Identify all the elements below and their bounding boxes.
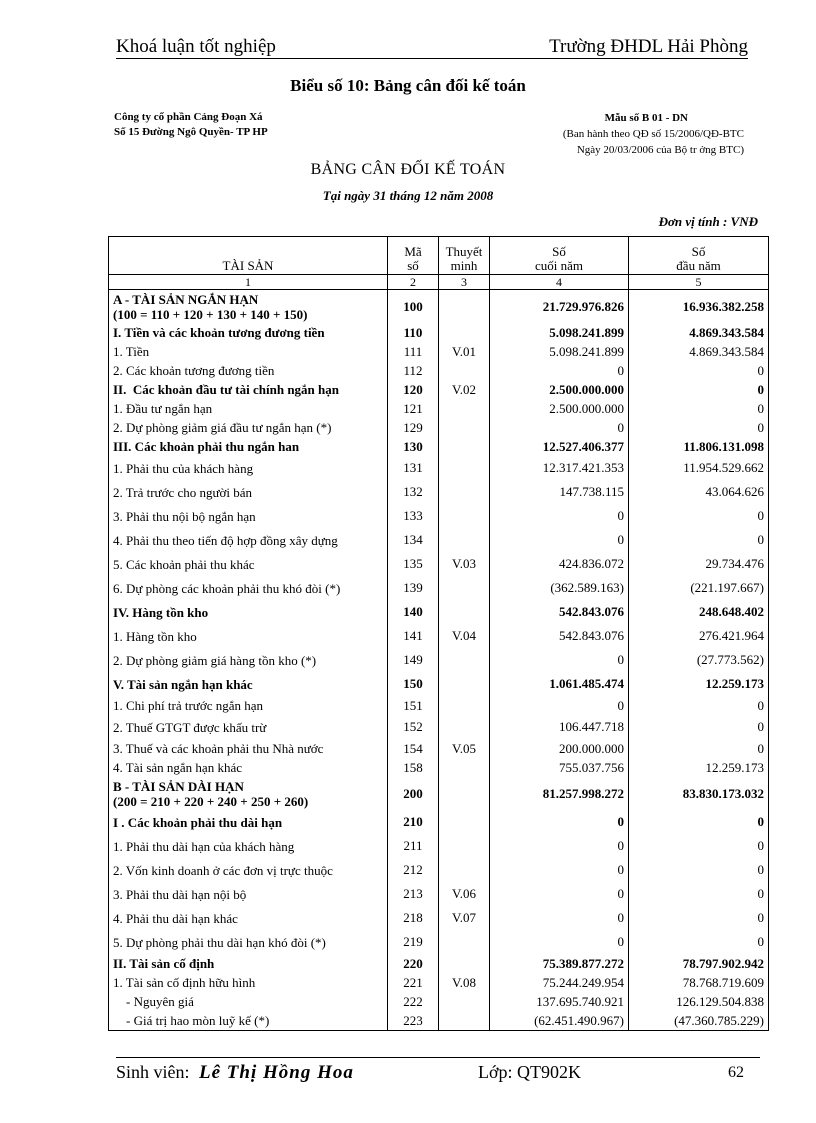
row-code: 121: [388, 399, 439, 418]
row-note: [439, 648, 490, 672]
row-note: [439, 715, 490, 739]
table-row: [109, 380, 769, 399]
row-name: 1. Chi phí trả trước ngắn hạn: [109, 696, 388, 715]
row-name: A - TÀI SẢN NGẮN HẠN (100 = 110 + 120 + 130 + 140 + 150): [109, 290, 388, 324]
row-end-value: 0: [490, 810, 629, 834]
row-code: 112: [388, 361, 439, 380]
row-end-value: 0: [490, 696, 629, 715]
row-code: 210: [388, 810, 439, 834]
row-end-value: 1.061.485.474: [490, 672, 629, 696]
row-note: V.01: [439, 342, 490, 361]
row-code: 149: [388, 648, 439, 672]
row-name: I . Các khoản phải thu dài hạn: [109, 810, 388, 834]
row-end-value: 424.836.072: [490, 552, 629, 576]
row-code: 133: [388, 504, 439, 528]
form-issued-line1: (Ban hành theo QĐ số 15/2006/QĐ-BTC: [562, 128, 744, 140]
row-name: 2. Dự phòng giảm giá đầu tư ngắn hạn (*): [109, 418, 388, 437]
row-name: 2. Thuế GTGT được khấu trừ: [109, 715, 388, 739]
row-note: [439, 810, 490, 834]
figure-title: Biểu số 10: Bảng cân đối kế toán: [290, 76, 526, 95]
row-name: IV. Hàng tồn kho: [109, 600, 388, 624]
row-code: 139: [388, 576, 439, 600]
row-end-value: 12.527.406.377: [490, 437, 629, 456]
row-note: [439, 992, 490, 1011]
currency-unit: Đơn vị tính : VNĐ: [658, 214, 758, 229]
footer-divider: [116, 1057, 760, 1058]
row-name: II. Tài sản cố định: [109, 954, 388, 973]
header-beginning-of-year: Số đầu năm: [629, 237, 769, 275]
row-code: 154: [388, 739, 439, 758]
row-name: 1. Phải thu dài hạn của khách hàng: [109, 834, 388, 858]
table-row: [109, 882, 769, 906]
row-begin-value: 0: [629, 696, 769, 715]
row-note: [439, 576, 490, 600]
row-code: 100: [388, 290, 439, 324]
row-note: [439, 930, 490, 954]
table-header-row: [109, 237, 769, 275]
row-begin-value: 78.768.719.609: [629, 973, 769, 992]
university-label: Trường ĐHDL Hải Phòng: [549, 36, 748, 57]
table-row: [109, 715, 769, 739]
row-note: [439, 600, 490, 624]
row-name: 4. Phải thu dài hạn khác: [109, 906, 388, 930]
column-number: 1: [109, 275, 388, 290]
header-end-of-year: Số cuối năm: [490, 237, 629, 275]
row-code: 221: [388, 973, 439, 992]
table-row: [109, 906, 769, 930]
row-begin-value: 0: [629, 930, 769, 954]
company-address: Số 15 Đường Ngô Quyền- TP HP: [114, 126, 268, 138]
row-code: 219: [388, 930, 439, 954]
row-code: 132: [388, 480, 439, 504]
row-begin-value: 0: [629, 739, 769, 758]
table-row: [109, 290, 769, 324]
row-begin-value: 16.936.382.258: [629, 290, 769, 324]
row-end-value: 755.037.756: [490, 758, 629, 777]
row-begin-value: 126.129.504.838: [629, 992, 769, 1011]
row-note: [439, 672, 490, 696]
row-end-value: 5.098.241.899: [490, 342, 629, 361]
row-code: 211: [388, 834, 439, 858]
row-note: [439, 1011, 490, 1031]
row-name: 1. Đầu tư ngắn hạn: [109, 399, 388, 418]
row-name: 1. Tài sản cố định hữu hình: [109, 973, 388, 992]
row-begin-value: (27.773.562): [629, 648, 769, 672]
table-row: [109, 777, 769, 810]
row-end-value: 0: [490, 930, 629, 954]
row-code: 213: [388, 882, 439, 906]
header-code: Mã số: [388, 237, 439, 275]
column-number: 2: [388, 275, 439, 290]
row-end-value: 0: [490, 418, 629, 437]
header-asset: TÀI SẢN: [109, 237, 388, 275]
row-note: V.07: [439, 906, 490, 930]
row-name: 1. Phải thu của khách hàng: [109, 456, 388, 480]
table-row: [109, 399, 769, 418]
company-info: [114, 110, 268, 140]
row-begin-value: 0: [629, 810, 769, 834]
row-name: 1. Tiền: [109, 342, 388, 361]
row-note: [439, 504, 490, 528]
table-row: [109, 930, 769, 954]
row-begin-value: 0: [629, 504, 769, 528]
row-name: 2. Các khoản tương đương tiền: [109, 361, 388, 380]
row-end-value: 147.738.115: [490, 480, 629, 504]
table-row: [109, 504, 769, 528]
row-end-value: 0: [490, 504, 629, 528]
row-note: [439, 456, 490, 480]
row-note: [439, 399, 490, 418]
row-code: 141: [388, 624, 439, 648]
row-begin-value: 0: [629, 528, 769, 552]
form-code: Mẫu số B 01 - DN: [604, 112, 688, 124]
column-number-row: [109, 275, 769, 290]
row-code: 158: [388, 758, 439, 777]
row-end-value: 0: [490, 648, 629, 672]
row-note: [439, 834, 490, 858]
row-begin-value: 0: [629, 418, 769, 437]
row-code: 130: [388, 437, 439, 456]
page-number: 62: [728, 1064, 744, 1081]
row-note: V.06: [439, 882, 490, 906]
table-row: [109, 810, 769, 834]
row-note: [439, 437, 490, 456]
row-end-value: 75.244.249.954: [490, 973, 629, 992]
row-end-value: 5.098.241.899: [490, 323, 629, 342]
row-end-value: 0: [490, 906, 629, 930]
column-number: 5: [629, 275, 769, 290]
row-name: I. Tiền và các khoản tương đương tiền: [109, 323, 388, 342]
row-end-value: 0: [490, 858, 629, 882]
row-name: 4. Phải thu theo tiến độ hợp đồng xây dựng: [109, 528, 388, 552]
form-issued-line2: Ngày 20/03/2006 của Bộ tr ởng BTC): [576, 144, 744, 156]
row-code: 150: [388, 672, 439, 696]
document-title: BẢNG CÂN ĐỐI KẾ TOÁN: [310, 161, 506, 178]
row-begin-value: 0: [629, 399, 769, 418]
row-begin-value: 78.797.902.942: [629, 954, 769, 973]
row-name: III. Các khoản phải thu ngắn han: [109, 437, 388, 456]
thesis-label: Khoá luận tốt nghiệp: [116, 36, 276, 57]
row-code: 212: [388, 858, 439, 882]
row-begin-value: 29.734.476: [629, 552, 769, 576]
row-code: 220: [388, 954, 439, 973]
row-code: 111: [388, 342, 439, 361]
row-end-value: 2.500.000.000: [490, 380, 629, 399]
document-date: Tại ngày 31 tháng 12 năm 2008: [322, 188, 494, 203]
row-name: 5. Các khoản phải thu khác: [109, 552, 388, 576]
column-number: 3: [439, 275, 490, 290]
row-code: 120: [388, 380, 439, 399]
row-code: 151: [388, 696, 439, 715]
row-name: 1. Hàng tồn kho: [109, 624, 388, 648]
row-end-value: 137.695.740.921: [490, 992, 629, 1011]
balance-sheet-table: [108, 236, 769, 1031]
row-name: 3. Phải thu dài hạn nội bộ: [109, 882, 388, 906]
table-row: [109, 954, 769, 973]
table-row: [109, 437, 769, 456]
row-name: B - TÀI SẢN DÀI HẠN (200 = 210 + 220 + 240 + 250 + 260): [109, 777, 388, 810]
column-number: 4: [490, 275, 629, 290]
row-note: [439, 758, 490, 777]
row-code: 131: [388, 456, 439, 480]
row-begin-value: 11.806.131.098: [629, 437, 769, 456]
row-name: 3. Thuế và các khoản phải thu Nhà nước: [109, 739, 388, 758]
table-row: [109, 648, 769, 672]
row-begin-value: 4.869.343.584: [629, 323, 769, 342]
row-begin-value: 0: [629, 380, 769, 399]
row-name: 2. Dự phòng giảm giá hàng tồn kho (*): [109, 648, 388, 672]
row-end-value: 0: [490, 882, 629, 906]
row-code: 152: [388, 715, 439, 739]
header-note: Thuyết minh: [439, 237, 490, 275]
row-begin-value: 4.869.343.584: [629, 342, 769, 361]
row-note: [439, 696, 490, 715]
row-code: 134: [388, 528, 439, 552]
row-end-value: 0: [490, 528, 629, 552]
student-label: Sinh viên:: [116, 1062, 190, 1082]
table-row: [109, 992, 769, 1011]
row-note: V.05: [439, 739, 490, 758]
row-begin-value: (47.360.785.229): [629, 1011, 769, 1031]
table-row: [109, 552, 769, 576]
row-note: [439, 528, 490, 552]
table-row: [109, 973, 769, 992]
row-name: - Giá trị hao mòn luỹ kế (*): [109, 1011, 388, 1031]
table-row: [109, 480, 769, 504]
row-code: 110: [388, 323, 439, 342]
table-row: [109, 739, 769, 758]
table-row: [109, 342, 769, 361]
row-code: 129: [388, 418, 439, 437]
row-begin-value: 0: [629, 858, 769, 882]
table-row: [109, 858, 769, 882]
row-begin-value: 0: [629, 882, 769, 906]
row-name: V. Tài sản ngắn hạn khác: [109, 672, 388, 696]
table-row: [109, 1011, 769, 1031]
row-end-value: (62.451.490.967): [490, 1011, 629, 1031]
row-begin-value: 0: [629, 834, 769, 858]
row-name: 6. Dự phòng các khoản phải thu khó đòi (*): [109, 576, 388, 600]
row-note: V.02: [439, 380, 490, 399]
row-code: 135: [388, 552, 439, 576]
row-code: 223: [388, 1011, 439, 1031]
row-name: II. Các khoản đầu tư tài chính ngắn hạn: [109, 380, 388, 399]
table-row: [109, 758, 769, 777]
row-note: [439, 777, 490, 810]
row-note: [439, 323, 490, 342]
row-note: [439, 418, 490, 437]
table-row: [109, 576, 769, 600]
table-body: [109, 290, 769, 1031]
row-name: 2. Vốn kinh doanh ở các đơn vị trực thuộc: [109, 858, 388, 882]
student-signature: Lê Thị Hồng Hoa: [199, 1062, 354, 1083]
row-end-value: 106.447.718: [490, 715, 629, 739]
row-end-value: 21.729.976.826: [490, 290, 629, 324]
row-begin-value: 43.064.626: [629, 480, 769, 504]
row-note: V.08: [439, 973, 490, 992]
row-begin-value: 12.259.173: [629, 758, 769, 777]
row-note: [439, 954, 490, 973]
row-end-value: 200.000.000: [490, 739, 629, 758]
row-name: 2. Trả trước cho người bán: [109, 480, 388, 504]
row-note: [439, 361, 490, 380]
table-row: [109, 323, 769, 342]
row-name: 5. Dự phòng phải thu dài hạn khó đòi (*): [109, 930, 388, 954]
row-code: 222: [388, 992, 439, 1011]
row-code: 218: [388, 906, 439, 930]
row-end-value: 12.317.421.353: [490, 456, 629, 480]
table-row: [109, 624, 769, 648]
row-end-value: 0: [490, 361, 629, 380]
row-begin-value: (221.197.667): [629, 576, 769, 600]
page-header: [116, 34, 748, 59]
row-end-value: 2.500.000.000: [490, 399, 629, 418]
row-end-value: 542.843.076: [490, 600, 629, 624]
row-end-value: 542.843.076: [490, 624, 629, 648]
row-end-value: 0: [490, 834, 629, 858]
row-end-value: 75.389.877.272: [490, 954, 629, 973]
row-note: V.04: [439, 624, 490, 648]
row-name: 3. Phải thu nội bộ ngắn hạn: [109, 504, 388, 528]
row-note: V.03: [439, 552, 490, 576]
row-begin-value: 248.648.402: [629, 600, 769, 624]
row-name: 4. Tài sản ngắn hạn khác: [109, 758, 388, 777]
class-label: Lớp: QT902K: [478, 1062, 582, 1082]
row-note: [439, 290, 490, 324]
row-end-value: 81.257.998.272: [490, 777, 629, 810]
row-begin-value: 0: [629, 361, 769, 380]
row-note: [439, 858, 490, 882]
row-begin-value: 0: [629, 906, 769, 930]
form-info: [563, 110, 744, 158]
row-begin-value: 12.259.173: [629, 672, 769, 696]
table-row: [109, 456, 769, 480]
row-begin-value: 83.830.173.032: [629, 777, 769, 810]
row-note: [439, 480, 490, 504]
table-row: [109, 672, 769, 696]
table-row: [109, 528, 769, 552]
table-row: [109, 418, 769, 437]
row-code: 140: [388, 600, 439, 624]
row-end-value: (362.589.163): [490, 576, 629, 600]
row-begin-value: 0: [629, 715, 769, 739]
row-begin-value: 11.954.529.662: [629, 456, 769, 480]
company-name: Công ty cổ phần Cảng Đoạn Xá: [114, 111, 263, 123]
row-name: - Nguyên giá: [109, 992, 388, 1011]
row-begin-value: 276.421.964: [629, 624, 769, 648]
table-row: [109, 361, 769, 380]
table-row: [109, 834, 769, 858]
table-row: [109, 696, 769, 715]
table-row: [109, 600, 769, 624]
row-code: 200: [388, 777, 439, 810]
